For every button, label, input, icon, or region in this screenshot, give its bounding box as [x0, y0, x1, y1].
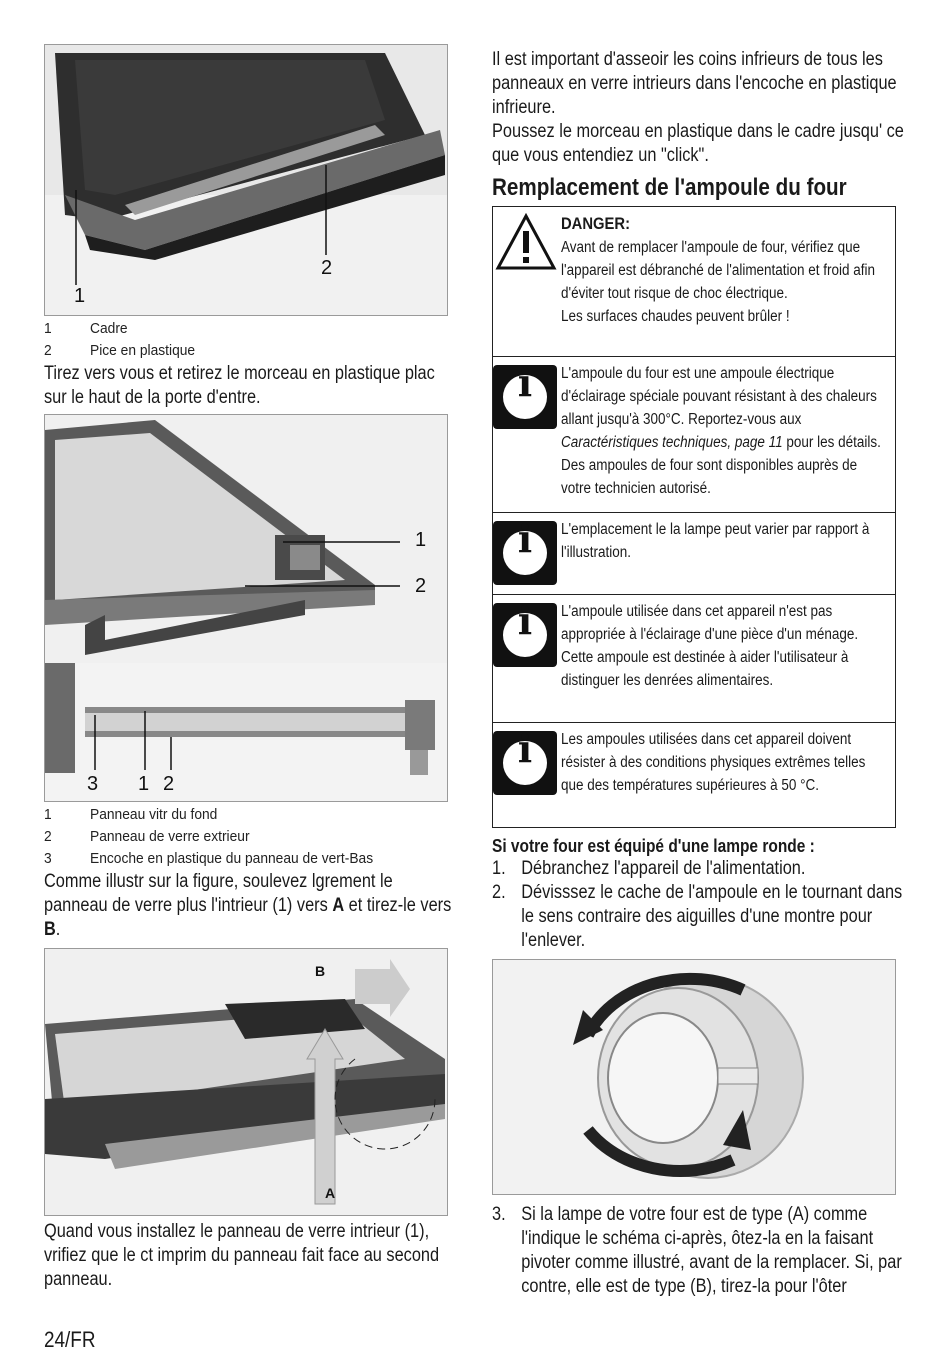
- figure2-legend: [44, 804, 421, 870]
- step-item: 2. Dévisssez le cache de l'ampoule en le tournant dans le sens contraire des aiguilles d'une montre pour l'enlever.: [492, 882, 903, 951]
- page-number: 24/FR: [44, 1327, 96, 1352]
- section-heading: Remplacement de l'ampoule du four: [492, 174, 847, 201]
- danger-title: DANGER:: [561, 214, 631, 233]
- callout-top-2: 2: [415, 575, 427, 597]
- callout-1: 1: [74, 285, 86, 307]
- steps-list-continued: [492, 1203, 905, 1299]
- paragraph-lift-panel: Comme illustr sur la figure, soulevez lgrement le panneau de verre plus l'intrieur (1) vers A et tirez-le vers B.: [44, 871, 452, 940]
- callout-2: 2: [321, 257, 333, 279]
- round-lamp-subheading: Si votre four est équipé d'une lampe ronde :: [492, 836, 815, 856]
- paragraph-push-plastic: Poussez le morceau en plastique dans le cadre jusqu' ce que vous entendiez un "click".: [492, 121, 904, 166]
- steps-list: [492, 857, 905, 953]
- callout-bottom-3: 3: [87, 773, 99, 795]
- callout-top-1: 1: [415, 529, 427, 551]
- paragraph-remove-plastic: Tirez vers vous et retirez le morceau en plastique plac sur le haut de la porte d'entre.: [44, 363, 435, 408]
- step-item: 1. Débranchez l'appareil de l'alimentation.: [492, 858, 806, 879]
- legend-item: 2 Panneau de verre extrieur: [44, 828, 250, 845]
- danger-notice: [493, 207, 895, 357]
- frame-illustration: [45, 45, 448, 316]
- info-notice-location: i L'emplacement le la lampe peut varier par rapport à l'illustration.: [493, 513, 895, 595]
- bulb-cover-illustration: [493, 960, 896, 1195]
- figure-bulb-cover: [492, 959, 896, 1195]
- notice-box: [492, 206, 896, 828]
- paragraph-seat-corners: Il est important d'asseoir les coins infrieurs de tous les panneaux en verre intrieurs dans l'encoche en plastique infrieure.: [492, 49, 897, 118]
- legend-item: 1 Panneau vitr du fond: [44, 806, 218, 823]
- figure-glass-panels: [44, 414, 448, 802]
- paragraph-install-panel: Quand vous installez le panneau de verre intrieur (1), vrifiez que le ct imprim du panneau fait face au second panneau.: [44, 1221, 440, 1290]
- info-icon: i: [493, 521, 557, 585]
- info-notice-temperature: i Les ampoules utilisées dans cet appareil doivent résister à des conditions physiques extrêmes telles que des températures supérieures à 50 °C.: [493, 723, 895, 827]
- figure-frame-plastic: [44, 44, 448, 316]
- step-item: 3. Si la lampe de votre four est de type (A) comme l'indique le schéma ci-après, ôtez-la en la faisant pivoter comme illustré, avant de la remplacer. Si, par contre, elle est de type (B), tirez-la pour l'ôter: [492, 1204, 902, 1297]
- info-notice-household: i L'ampoule utilisée dans cet appareil n'est pas appropriée à l'éclairage d'une pièce d'un ménage. Cette ampoule est destinée à aider l'utilisateur à distinguer les denrées alimentaires.: [493, 595, 895, 723]
- legend-item: 1 Cadre: [44, 320, 128, 337]
- info-icon: i: [493, 731, 557, 795]
- callout-bottom-1: 1: [138, 773, 150, 795]
- glass-panels-illustration: [45, 415, 448, 802]
- left-column: [44, 44, 454, 1292]
- info-icon: i: [493, 365, 557, 429]
- figure1-legend: [44, 318, 421, 362]
- legend-item: 2 Pice en plastique: [44, 342, 196, 359]
- danger-text-burn: Les surfaces chaudes peuvent brûler !: [561, 308, 790, 325]
- legend-item: 3 Encoche en plastique du panneau de vert-Bas: [44, 850, 374, 867]
- danger-text: Avant de remplacer l'ampoule de four, vérifiez que l'appareil est débranché de l'alimentation et froid afin d'éviter tout risque de choc électrique.: [561, 239, 876, 302]
- info-notice-bulb-type: i L'ampoule du four est une ampoule électrique d'éclairage spéciale pouvant résistant à des chaleurs allant jusqu'à 300°C. Reportez-vous aux Caractéristiques techniques, page 11 pour les détails. Des ampoules de four sont disponibles auprès de votre technicien autorisé.: [493, 357, 895, 513]
- lift-direction-illustration: [45, 949, 448, 1216]
- warning-triangle-icon: [495, 213, 557, 271]
- info-icon: i: [493, 603, 557, 667]
- figure-lift-direction: [44, 948, 448, 1216]
- right-column: [492, 48, 906, 1299]
- callout-bottom-2: 2: [163, 773, 175, 795]
- label-b: B: [315, 963, 326, 979]
- label-a: A: [325, 1185, 336, 1201]
- spec-link: Caractéristiques techniques, page 11: [561, 434, 783, 451]
